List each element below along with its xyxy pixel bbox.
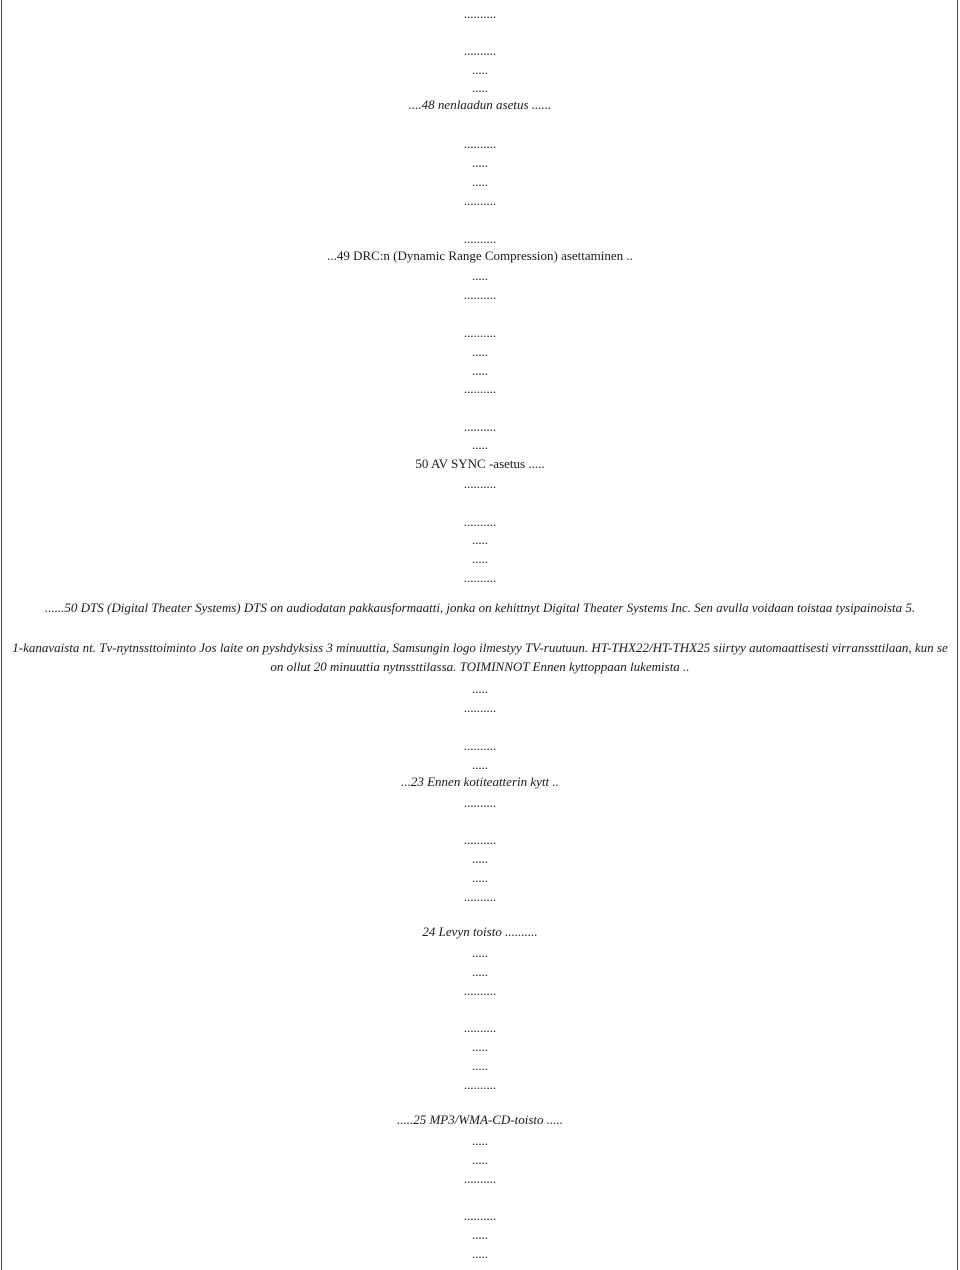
text-line: .......... xyxy=(463,287,497,302)
text-line: .......... xyxy=(463,795,497,810)
text-line: .......... xyxy=(463,381,497,396)
text-line: ..... xyxy=(471,532,489,547)
toc-entry: ....48 nenlaadun asetus ...... xyxy=(408,97,552,112)
text-line: ..... xyxy=(471,551,489,566)
text-line: .......... xyxy=(463,832,497,847)
text-line: .......... xyxy=(463,738,497,753)
text-line: .......... xyxy=(463,983,497,998)
text-line: .......... xyxy=(463,136,497,151)
text-line: ..... xyxy=(471,870,489,885)
text-line: ..... xyxy=(471,757,489,772)
text-line: .......... xyxy=(463,1020,497,1035)
text-line: ..... xyxy=(471,851,489,866)
text-line: ..... xyxy=(471,1246,489,1261)
text-line: .......... xyxy=(463,1208,497,1223)
text-line: ..... xyxy=(471,945,489,960)
text-line: .......... xyxy=(463,1171,497,1186)
text-line: .......... xyxy=(463,889,497,904)
text-line: ..... xyxy=(471,344,489,359)
text-line: ..... xyxy=(471,964,489,979)
text-line: ..... xyxy=(471,62,489,77)
toc-entry: 50 AV SYNC -asetus ..... xyxy=(415,456,545,471)
text-line: ..... xyxy=(471,437,489,452)
text-line: ..... xyxy=(471,363,489,378)
text-line: .......... xyxy=(463,193,497,208)
text-line: ..... xyxy=(471,155,489,170)
text-line: ..... xyxy=(471,80,489,95)
text-line: .......... xyxy=(463,231,497,246)
text-line: ..... xyxy=(471,268,489,283)
text-line: ..... xyxy=(471,1152,489,1167)
text-line: .......... xyxy=(463,6,497,21)
text-line: .......... xyxy=(463,325,497,340)
text-line: ..... xyxy=(471,1133,489,1148)
text-line: ..... xyxy=(471,681,489,696)
body-paragraph-1: ......50 DTS (Digital Theater Systems) DTS on audiodatan pakkausformaatti, jonka on kehittnyt Digital Theater Systems Inc. Sen avulla voidaan toistaa tysipainoista 5. xyxy=(44,600,916,615)
text-line: .......... xyxy=(463,514,497,529)
text-line: ..... xyxy=(471,1039,489,1054)
body-paragraph-2: 1-kanavaista nt. Tv-nytnssttoiminto Jos laite on pyshdyksiss 3 minuuttia, Samsungin logo ilmestyy TV-ruutuun. HT-THX22/HT-THX25 siirtyy automaattisesti virranssttilaan, kun se on ollut 20 minuuttia nytnssttilassa. TOIMINNOT Ennen kyttoppaan lukemista .. xyxy=(12,640,948,674)
toc-entry: ...23 Ennen kotiteatterin kytt .. xyxy=(401,774,559,789)
text-line: ..... xyxy=(471,174,489,189)
text-line: ..... xyxy=(471,1058,489,1073)
toc-entry: .....25 MP3/WMA-CD-toisto ..... xyxy=(396,1112,564,1127)
text-line: .......... xyxy=(463,700,497,715)
text-line: .......... xyxy=(463,476,497,491)
text-line: .......... xyxy=(463,419,497,434)
text-line: .......... xyxy=(463,570,497,585)
toc-entry: ...49 DRC:n (Dynamic Range Compression) asettaminen .. xyxy=(327,248,633,263)
text-line: ..... xyxy=(471,1227,489,1242)
text-line: .......... xyxy=(463,1077,497,1092)
toc-entry: 24 Levyn toisto .......... xyxy=(422,924,538,939)
text-line: .......... xyxy=(463,43,497,58)
